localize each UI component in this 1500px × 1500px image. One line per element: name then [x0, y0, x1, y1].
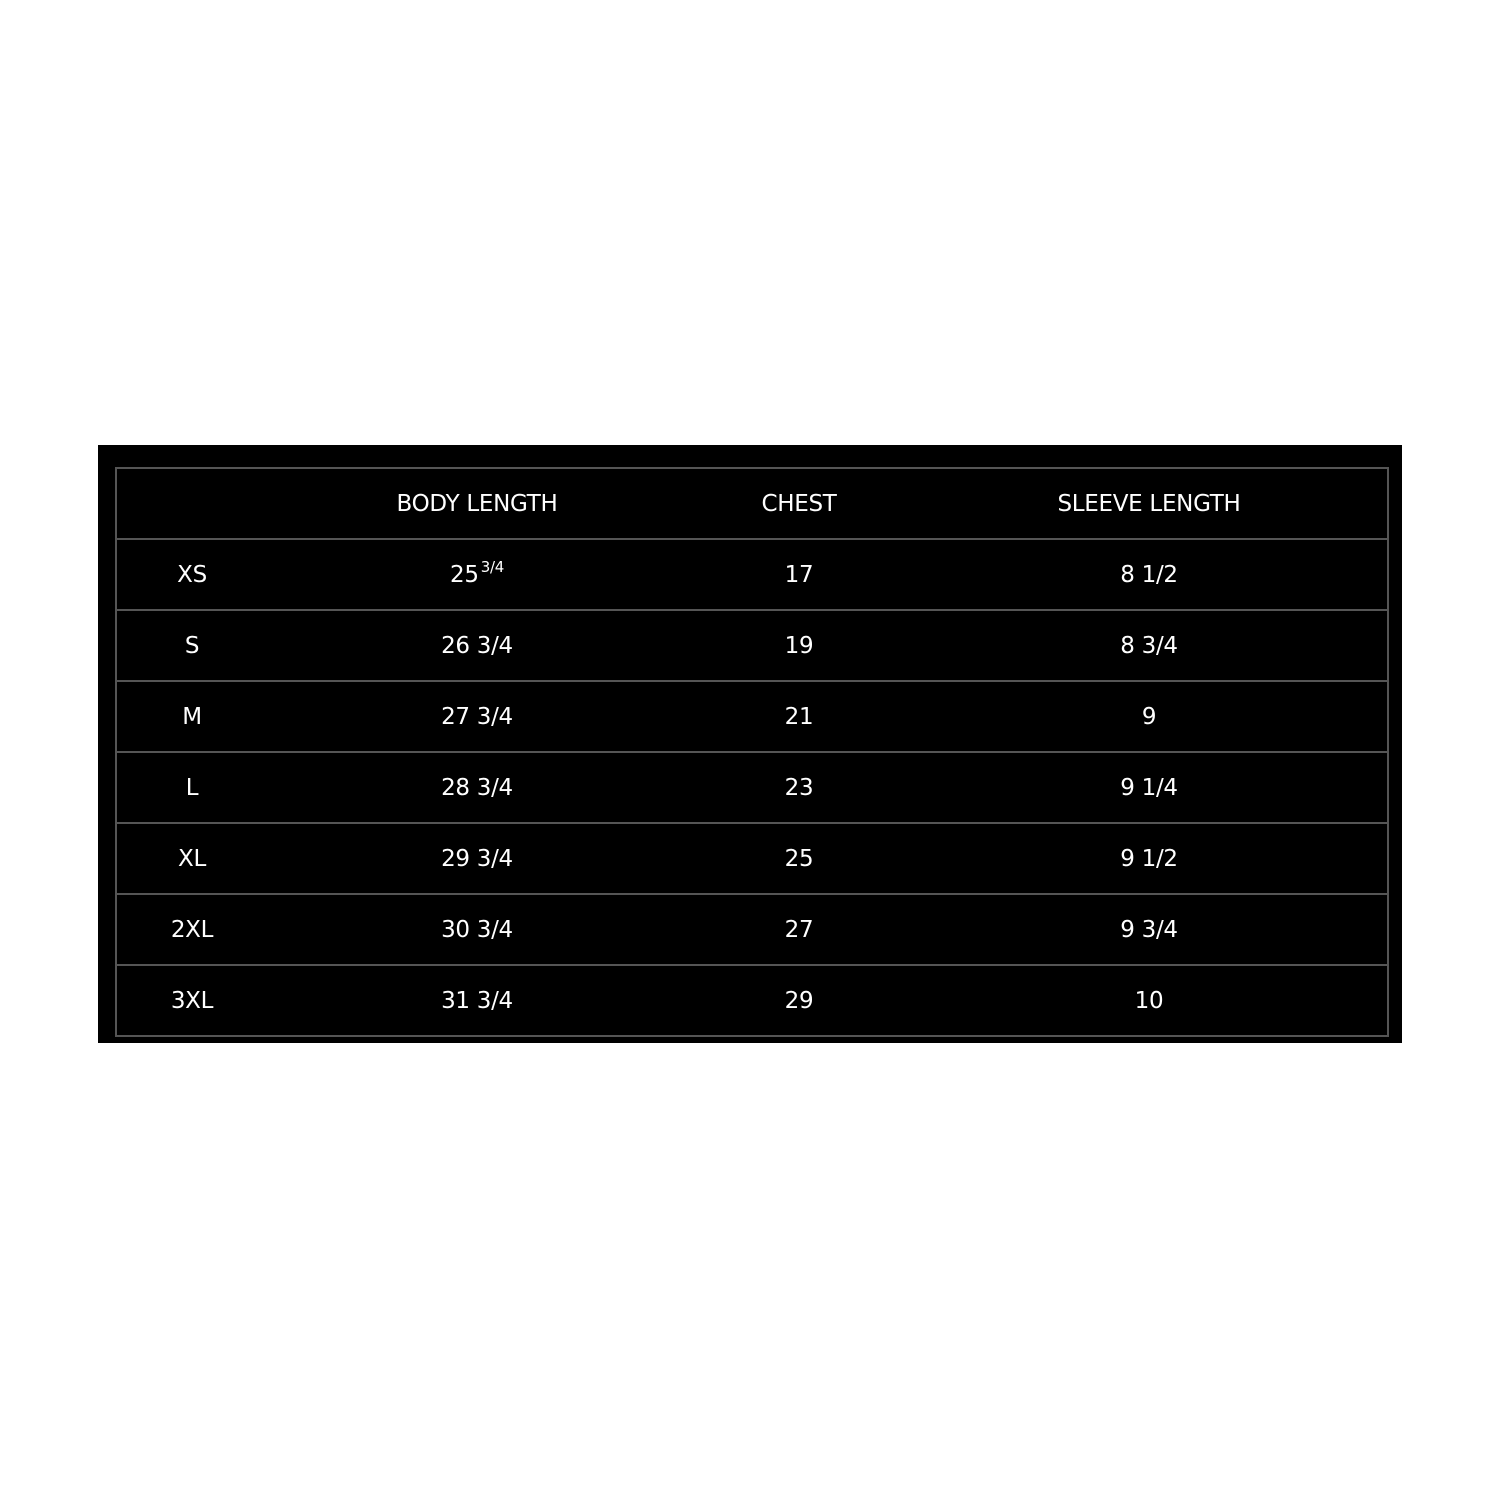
table-row [116, 539, 1388, 610]
header-chest: CHEST [687, 468, 911, 539]
chest-cell: 19 [687, 610, 911, 681]
body-length-cell: 30 3/4 [267, 894, 687, 965]
sleeve-length-cell: 9 3/4 [911, 894, 1388, 965]
body-length-cell: 26 3/4 [267, 610, 687, 681]
size-cell: S [116, 610, 267, 681]
chest-cell: 17 [687, 539, 911, 610]
chest-cell: 21 [687, 681, 911, 752]
body-length-cell [267, 539, 687, 610]
size-cell: M [116, 681, 267, 752]
size-cell: L [116, 752, 267, 823]
table-row [116, 752, 1388, 823]
sleeve-length-cell: 8 3/4 [911, 610, 1388, 681]
table-row [116, 681, 1388, 752]
sleeve-length-cell: 9 [911, 681, 1388, 752]
body-length-cell: 27 3/4 [267, 681, 687, 752]
table-row [116, 823, 1388, 894]
body-length-cell: 29 3/4 [267, 823, 687, 894]
size-cell: XL [116, 823, 267, 894]
header-body-length: BODY LENGTH [267, 468, 687, 539]
table-row [116, 894, 1388, 965]
table-header-row [116, 468, 1388, 539]
chest-cell: 27 [687, 894, 911, 965]
sleeve-length-cell: 9 1/4 [911, 752, 1388, 823]
header-size [116, 468, 267, 539]
sleeve-length-cell: 8 1/2 [911, 539, 1388, 610]
sleeve-length-cell: 9 1/2 [911, 823, 1388, 894]
chest-cell: 25 [687, 823, 911, 894]
header-sleeve-length: SLEEVE LENGTH [911, 468, 1388, 539]
chest-cell: 23 [687, 752, 911, 823]
chest-cell: 29 [687, 965, 911, 1036]
body-length-cell: 31 3/4 [267, 965, 687, 1036]
size-cell: 2XL [116, 894, 267, 965]
size-cell: XS [116, 539, 267, 610]
table-row [116, 610, 1388, 681]
body-length-cell: 28 3/4 [267, 752, 687, 823]
sleeve-length-cell: 10 [911, 965, 1388, 1036]
table-row [116, 965, 1388, 1036]
size-cell: 3XL [116, 965, 267, 1036]
size-chart-panel [98, 445, 1402, 1043]
size-chart-table [115, 467, 1389, 1037]
body-length-whole: 25 [450, 561, 479, 588]
body-length-fraction: 3/4 [480, 557, 504, 576]
